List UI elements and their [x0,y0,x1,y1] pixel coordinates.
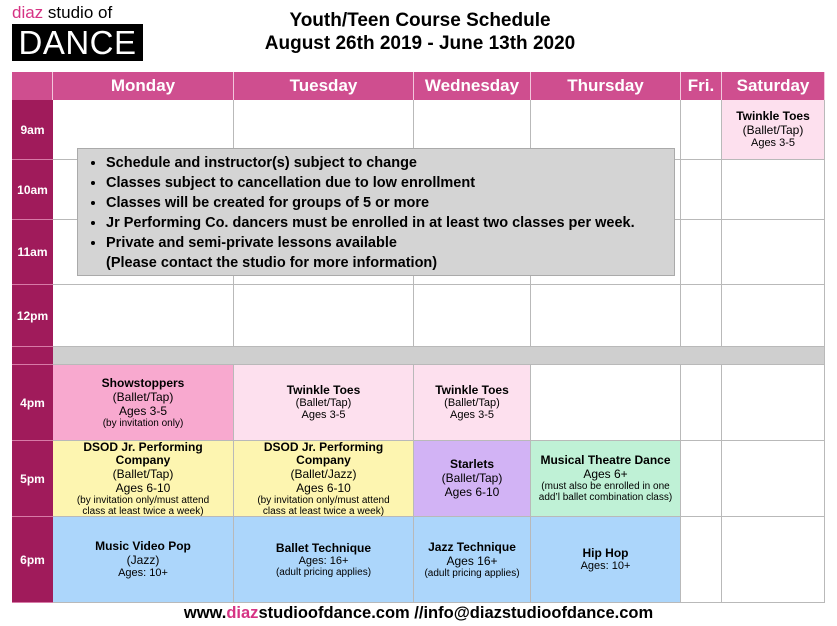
class-ages: Ages 6-10 [444,485,500,499]
time-label: 9am [12,100,53,160]
class-note: (by invitation only) [102,417,184,429]
empty-cell [722,220,825,285]
class-ages: Ages 6-10 [296,480,351,495]
class-note: (must also be enrolled in one [541,481,670,492]
notice-sub: (Please contact the studio for more information) [106,255,438,271]
class-cell-sat-9am [722,100,825,160]
empty-cell [531,285,681,347]
logo-dance-box: DANCE [12,24,143,61]
class-name: Showstoppers [101,375,185,390]
empty-cell [722,285,825,347]
empty-cell [681,160,722,220]
empty-cell [531,365,681,441]
empty-cell [681,100,722,160]
break-row [53,347,825,365]
empty-cell [234,285,414,347]
empty-cell [414,285,531,347]
class-ages: Ages 16+ [446,553,498,568]
empty-cell [722,365,825,441]
logo-diaz: diaz [12,3,44,22]
time-label: 11am [12,220,53,285]
notice-item: • Jr Performing Co. dancers must be enrolled in at least two classes per week. [106,213,666,233]
footer-diaz: diaz [226,604,259,622]
class-cell-mon-4pm [53,365,234,441]
empty-cell [681,220,722,285]
time-label: 5pm [12,441,53,517]
notice-item: • Classes will be created for groups of 5 or more [106,193,666,213]
class-name: Musical Theatre Dance [540,453,671,467]
logo-text [12,3,112,23]
day-header-friday: Fri. [681,72,722,100]
day-header-wednesday: Wednesday [414,72,531,100]
class-name: Twinkle Toes [286,383,361,397]
empty-cell [53,285,234,347]
notice-box [77,148,675,276]
footer-www: www. [183,604,227,622]
class-ages: Ages: 10+ [580,560,631,572]
class-cell-tue-5pm [234,441,414,517]
class-ages: Ages: 16+ [298,554,349,567]
notice-list [86,153,666,253]
class-name: Hip Hop [582,546,629,560]
class-style: (Ballet/Tap) [295,397,352,409]
class-name: DSOD Jr. Performing Company [263,439,384,467]
notice-item: • Schedule and instructor(s) subject to change [106,153,666,173]
class-cell-mon-5pm [53,441,234,517]
class-style: (Ballet/Tap) [441,471,503,485]
header-corner [12,72,53,100]
time-label: 6pm [12,517,53,603]
class-name: DSOD Jr. Performing Company [83,439,203,467]
day-header-saturday: Saturday [722,72,825,100]
class-ages: Ages 3-5 [118,403,168,418]
day-header-thursday: Thursday [531,72,681,100]
schedule-title: Youth/Teen Course Schedule [289,10,551,31]
class-ages: Ages: 10+ [118,567,168,579]
empty-cell [681,441,722,517]
footer-rest: studioofdance.com //info@diazstudioofdance.com [258,604,654,622]
logo-studio-of: studio of [43,3,113,22]
class-cell-tue-4pm [234,365,414,441]
class-note: (adult pricing applies) [424,567,520,579]
footer-contact[interactable] [0,604,837,623]
class-note: class at least twice a week) [262,505,385,517]
time-label-break [12,347,53,365]
class-name: Music Video Pop [95,539,191,553]
class-style: (Ballet/Tap) [742,123,804,137]
class-name: Ballet Technique [275,540,372,555]
day-header-tuesday: Tuesday [234,72,414,100]
empty-cell [681,285,722,347]
time-label: 10am [12,160,53,220]
class-style: (Ballet/Tap) [112,466,174,481]
class-ages: Ages 6-10 [115,480,171,495]
class-note: add’l ballet combination class) [538,492,673,503]
class-name: Jazz Technique [428,539,516,554]
class-cell-mon-6pm [53,517,234,603]
empty-cell [681,517,722,603]
class-cell-wed-5pm [414,441,531,517]
class-style: (Jazz) [126,553,160,567]
class-style: (Ballet/Jazz) [290,466,357,481]
time-label: 4pm [12,365,53,441]
day-header-monday: Monday [53,72,234,100]
class-name: Starlets [449,457,495,471]
class-name: Twinkle Toes [736,109,810,123]
class-note: (by invitation only/must attend [76,494,210,506]
class-note: class at least twice a week) [82,505,204,517]
notice-item: • Private and semi-private lessons available [106,233,666,253]
class-cell-wed-4pm [414,365,531,441]
empty-cell [722,160,825,220]
class-style: (Ballet/Tap) [444,397,500,409]
class-note: (adult pricing applies) [275,566,372,578]
notice-item: • Classes subject to cancellation due to low enrollment [106,173,666,193]
class-ages: Ages 6+ [583,467,628,481]
class-ages: Ages 3-5 [301,409,346,421]
class-cell-thu-5pm [531,441,681,517]
empty-cell [722,441,825,517]
class-ages: Ages 3-5 [750,137,796,149]
class-cell-wed-6pm [414,517,531,603]
class-style: (Ballet/Tap) [112,389,174,404]
class-note: (by invitation only/must attend [257,494,390,506]
schedule-dates: August 26th 2019 - June 13th 2020 [264,33,576,54]
empty-cell [722,517,825,603]
class-cell-thu-6pm [531,517,681,603]
class-name: Twinkle Toes [435,383,509,397]
class-cell-tue-6pm [234,517,414,603]
class-ages: Ages 3-5 [449,409,495,421]
empty-cell [681,365,722,441]
time-label: 12pm [12,285,53,347]
